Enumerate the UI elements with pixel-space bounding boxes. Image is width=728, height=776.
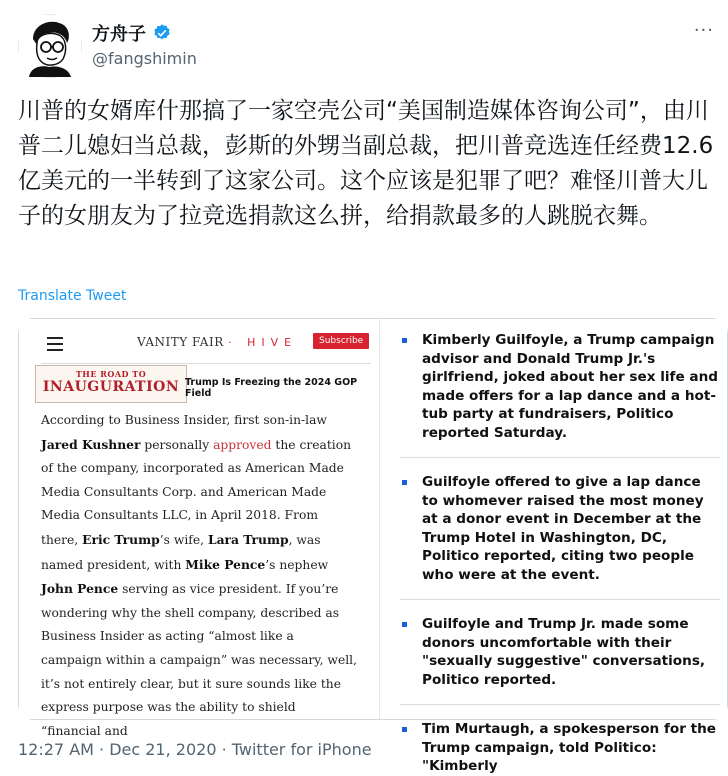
bullet-list bbox=[400, 331, 720, 776]
badge-top: THE ROAD TO bbox=[75, 369, 147, 379]
vanity-fair-nav bbox=[41, 327, 364, 361]
list-item: Guilfoyle offered to give a lap dance to whomever raised the most money at a donor event in December at the Trump Hotel in Washington, DC, Politico reported, citing two people who were at the event. bbox=[400, 473, 720, 584]
list-item: Guilfoyle and Trump Jr. made some donors uncomfortable with their "sexually suggestive" conversations, Politico reported. bbox=[400, 615, 720, 689]
user-names bbox=[92, 20, 197, 68]
subscribe-button: Subscribe bbox=[313, 333, 369, 349]
badge-main: INAUGURATION bbox=[42, 379, 180, 395]
divider bbox=[400, 457, 720, 458]
article-body: According to Business Insider, first son-in-law Jared Kushner personally approved the creation of the company, incorporated as American Made Media Consultants Corp. and American Made Media Consultants LLC, in April 2018. From there, Eric Trump’s wife, Lara Trump, was named president, with Mike Pence’s nephew John Pence serving as vice president. If you’re wondering why the shell company, described as Business Insider as acting “almost like a campaign within a campaign” was necessary, well, it’s not entirely clear, but it sure sounds like the express purpose was the ability to shield “financial and bbox=[41, 413, 358, 738]
media-image-right[interactable] bbox=[380, 319, 727, 774]
tweet-timestamp[interactable]: 12:27 AM · Dec 21, 2020 · Twitter for iPhone bbox=[18, 740, 372, 759]
list-item: Tim Murtaugh, a spokesperson for the Trump campaign, told Politico: "Kimberly bbox=[400, 720, 720, 776]
verified-badge-icon bbox=[152, 23, 172, 43]
nav-divider bbox=[41, 363, 371, 364]
vf-section: HIVE bbox=[247, 336, 298, 349]
list-item: Kimberly Guilfoyle, a Trump campaign advisor and Donald Trump Jr.'s girlfriend, joked about her sex life and made offers for a lap dance and a hot-tub party at fundraisers, Politico reported Saturday. bbox=[400, 331, 720, 442]
avatar[interactable] bbox=[18, 14, 82, 78]
display-name-row bbox=[92, 20, 197, 46]
translate-tweet-link[interactable]: Translate Tweet bbox=[18, 288, 127, 304]
divider bbox=[400, 704, 720, 705]
article-headline: Trump Is Freezing the 2024 GOP Field bbox=[185, 377, 358, 399]
tweet-text: 川普的女婿库什那搞了一家空壳公司“美国制造媒体咨询公司”，由川普二儿媳妇当总裁，彭斯的外甥当副总裁，把川普竞选连任经费12.6亿美元的一半转到了这家公司。这个应该是犯罪了吧？难怪川普大儿子的女朋友为了拉竞选捐款这么拼，给捐款最多的人跳脱衣舞。 bbox=[18, 98, 714, 229]
avatar-caricature-icon bbox=[19, 15, 81, 77]
user-handle[interactable]: @fangshimin bbox=[92, 49, 197, 68]
media-image-left[interactable] bbox=[19, 319, 379, 738]
vanity-fair-logo: VANITY FAIR · HIVE bbox=[137, 335, 298, 349]
vf-logo-text: VANITY FAIR bbox=[137, 335, 224, 349]
tweet-header bbox=[18, 12, 718, 80]
road-to-inauguration-badge bbox=[35, 365, 187, 403]
display-name[interactable]: 方舟子 bbox=[92, 24, 146, 45]
more-horizontal-icon[interactable]: ··· bbox=[693, 20, 714, 41]
hamburger-menu-icon bbox=[47, 337, 63, 355]
divider bbox=[400, 599, 720, 600]
